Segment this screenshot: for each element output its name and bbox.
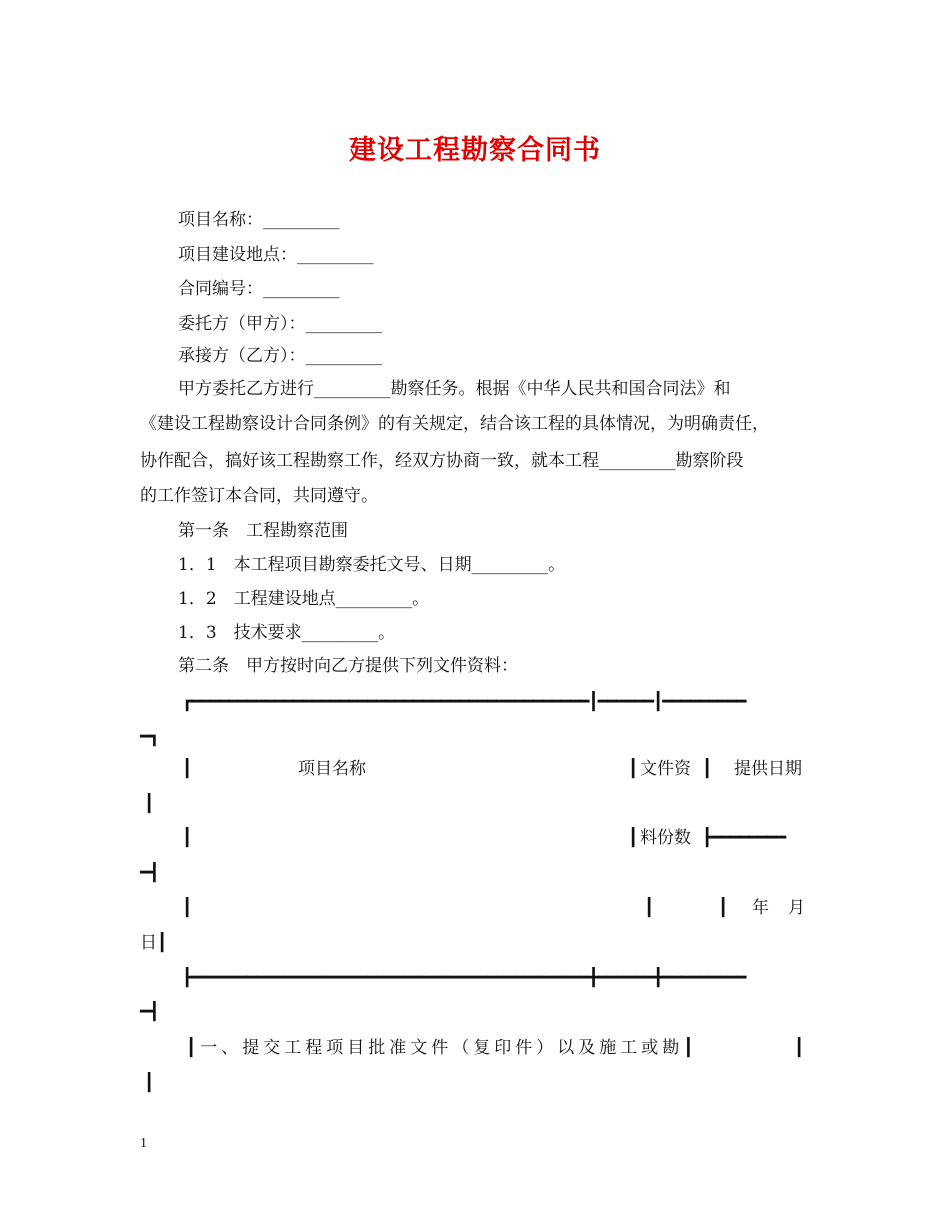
field-project-location: 项目建设地点：_________ [178,245,374,265]
table-top-border: ┏━━━━━━━━━━━━━━━━━━━━━━━━━━━━━━━━━━━━━━━━━━━┃━━━━━━┃━━━━━━━━━ [182,692,746,712]
table-separator: ┃ [794,1038,805,1058]
article-1-item-2: 1．2 工程建设地点_________。 [178,589,430,609]
table-right-border-4: ┃ [144,1073,155,1093]
table-row-1 [186,1036,826,1060]
column-header-doc-copies-1: 文件资 [640,759,691,779]
table-right-border-1: ┃ [144,794,155,814]
table-left-border: ┃ [182,759,193,779]
table-right-border-2: ━┫ [140,863,159,883]
table-date-divider: ┣━━━━━━━━ [702,828,786,848]
table-separator: ┃ [644,898,655,918]
table-left-border: ┃ [182,828,193,848]
table-middle-border-cont: ━┫ [140,1002,159,1022]
intro-line-3: 协作配合，搞好该工程勘察工作，经双方协商一致，就本工程_________勘察阶段 [140,451,744,471]
table-row-1-text: ┃一、提交工程项目批准文件（复印件）以及施工或勘┃ [186,1038,698,1058]
table-separator: ┃ [718,898,729,918]
table-right-border-3: 日┃ [140,933,168,953]
table-top-border-cont: ━┓ [140,727,159,747]
field-contract-number: 合同编号：_________ [178,279,340,299]
table-separator: ┃ [628,828,639,848]
table-left-border: ┃ [182,898,193,918]
intro-line-4: 的工作签订本合同，共同遵守。 [140,486,378,506]
column-header-project-name: 项目名称 [298,759,366,779]
table-separator: ┃ [702,759,713,779]
article-1-item-1: 1．1 本工程项目勘察委托文号、日期_________。 [178,555,566,575]
table-separator: ┃ [628,759,639,779]
intro-line-2: 《建设工程勘察设计合同条例》的有关规定，结合该工程的具体情况，为明确责任， [140,414,769,434]
column-header-doc-copies-2: 料份数 [640,828,691,848]
field-client: 委托方（甲方）：_________ [178,314,382,334]
column-header-month: 月 [788,898,805,918]
page-title: 建设工程勘察合同书 [349,135,601,166]
field-project-name: 项目名称：_________ [178,210,340,230]
field-contractor: 承接方（乙方）：_________ [178,346,382,366]
article-2-heading: 第二条 甲方按时向乙方提供下列文件资料： [178,656,518,676]
page-number: 1 [140,1136,147,1151]
column-header-year: 年 [752,898,769,918]
article-1-item-3: 1．3 技术要求_________。 [178,623,396,643]
article-1-heading: 第一条 工程勘察范围 [178,521,348,541]
intro-line-1: 甲方委托乙方进行_________勘察任务。根据《中华人民共和国合同法》和 [178,379,731,399]
table-middle-border: ┣━━━━━━━━━━━━━━━━━━━━━━━━━━━━━━━━━━━━━━━━━━━╋━━━━━━╋━━━━━━━━━ [182,968,746,988]
column-header-date: 提供日期 [734,759,802,779]
